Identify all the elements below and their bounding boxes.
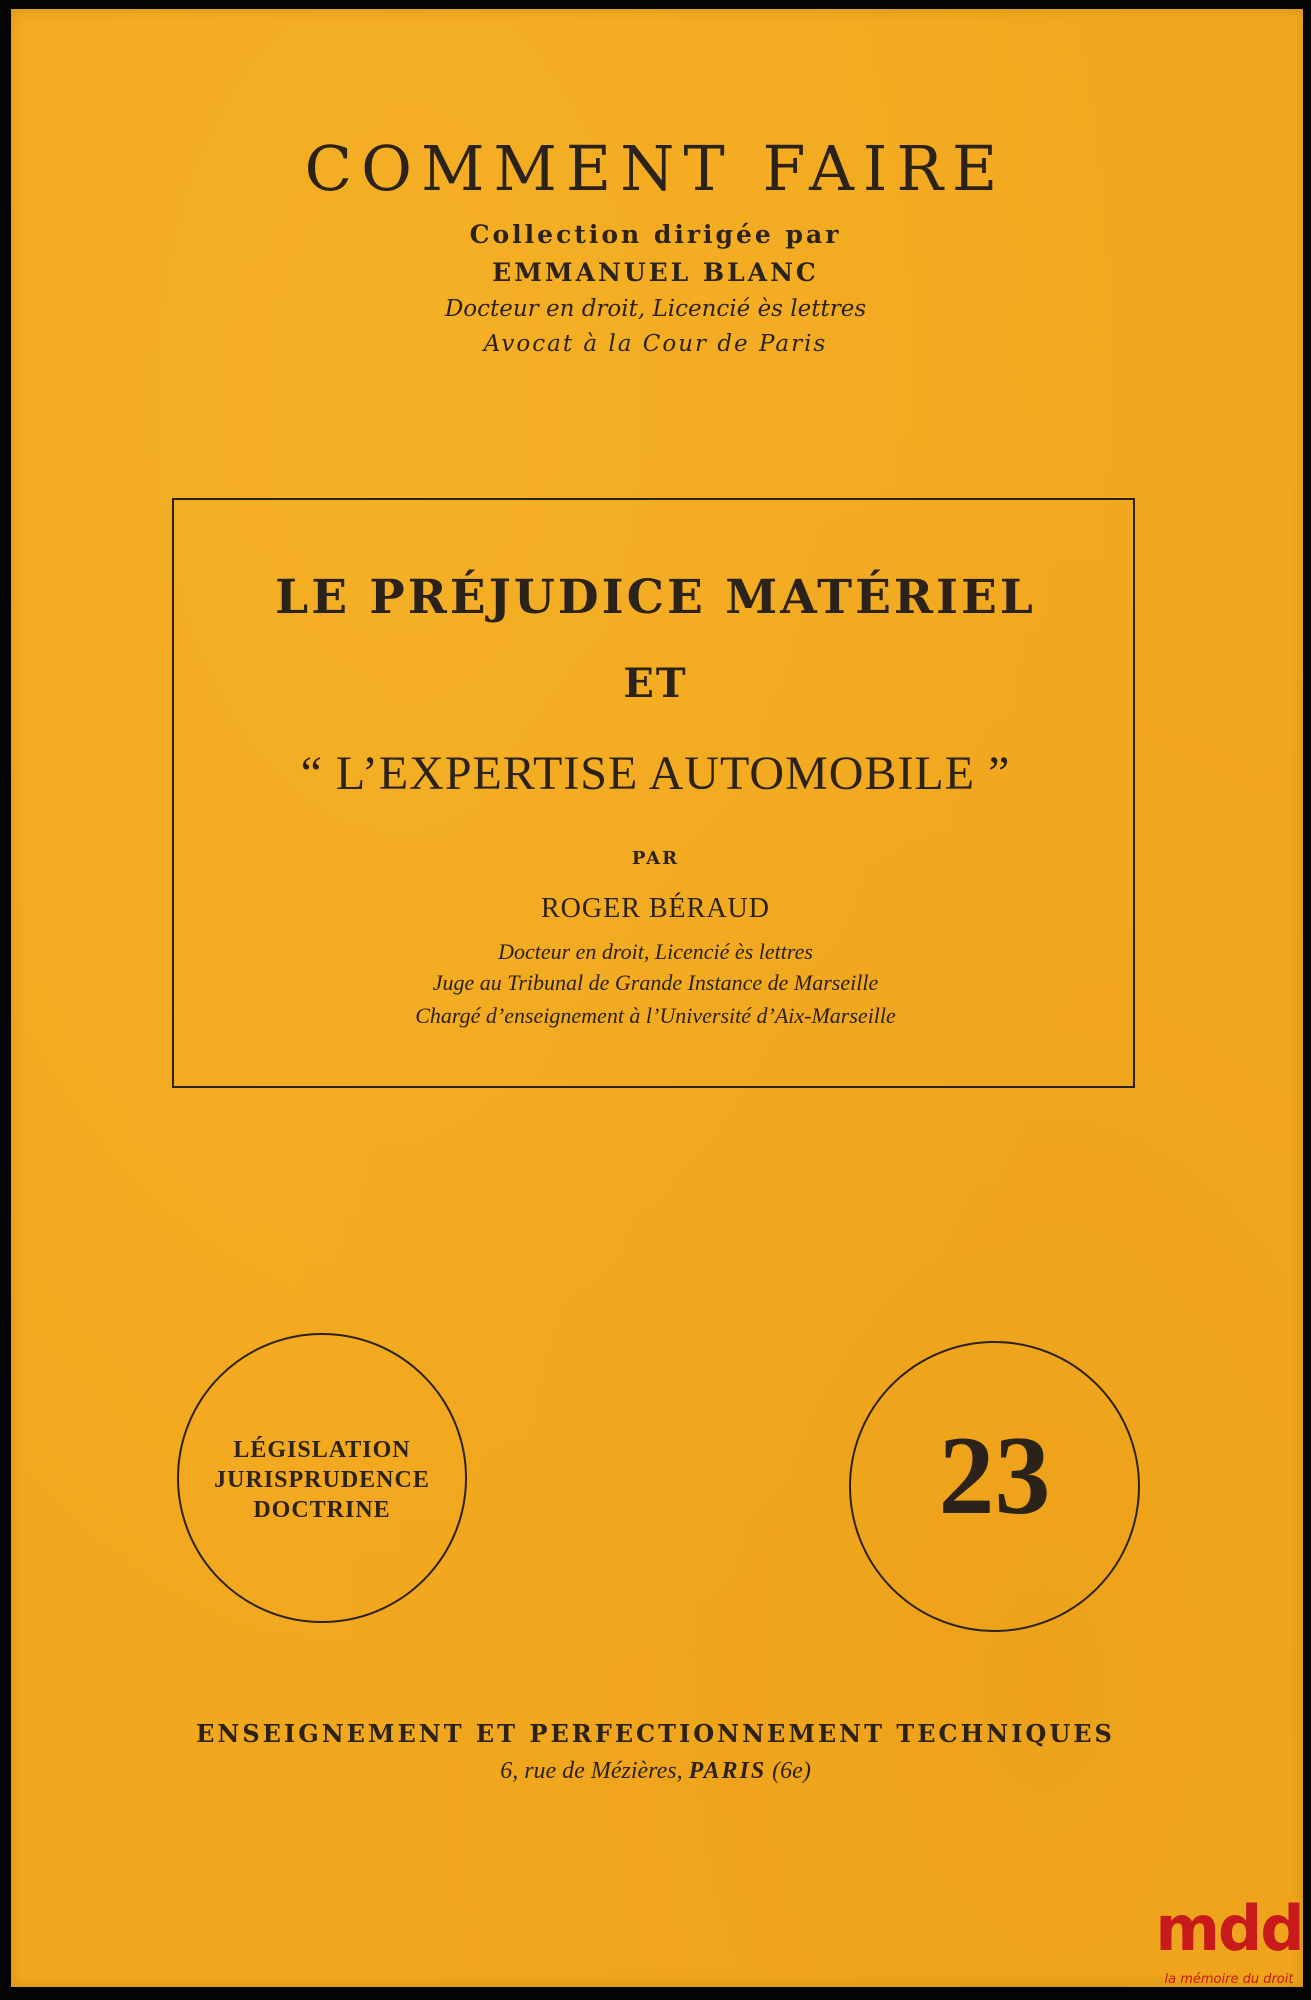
director-title: Avocat à la Cour de Paris (483, 331, 828, 357)
watermark-logo (1150, 1892, 1308, 1998)
publisher-name: ENSEIGNEMENT ET PERFECTIONNEMENT TECHNIQUES (196, 1719, 1115, 1748)
publisher-address (0, 1758, 1311, 1785)
publisher-city: PARIS (688, 1758, 767, 1784)
logo-tagline: la mémoire du droit (1164, 1972, 1294, 1987)
book-title-line-3: “ L’EXPERTISE AUTOMOBILE ” (300, 747, 1011, 800)
author-credential: Docteur en droit, Licencié ès lettres (498, 939, 813, 964)
author-credential: Chargé d’enseignement à l’Université d’Aix-Marseille (415, 1003, 896, 1028)
author-credential: Juge au Tribunal de Grande Instance de Marseille (432, 970, 879, 995)
subject-label: JURISPRUDENCE (214, 1467, 430, 1493)
author-name: ROGER BÉRAUD (540, 893, 770, 924)
book-title-line-1: LE PRÉJUDICE MATÉRIEL (275, 570, 1036, 625)
logo-mark: mdd (1155, 1892, 1303, 1965)
publisher-district: (6e) (772, 1758, 811, 1784)
volume-number: 23 (938, 1414, 1051, 1538)
subject-label: LÉGISLATION (233, 1437, 411, 1463)
series-title: COMMENT FAIRE (304, 132, 1007, 205)
book-title-line-2: ET (623, 660, 688, 707)
publisher-street: 6, rue de Mézières, (500, 1758, 683, 1784)
director-degree: Docteur en droit, Licencié ès lettres (444, 296, 867, 322)
par-label: PAR (631, 848, 680, 869)
director-name: EMMANUEL BLANC (492, 258, 819, 287)
collection-line: Collection dirigée par (469, 220, 842, 249)
subject-label: DOCTRINE (253, 1497, 391, 1523)
